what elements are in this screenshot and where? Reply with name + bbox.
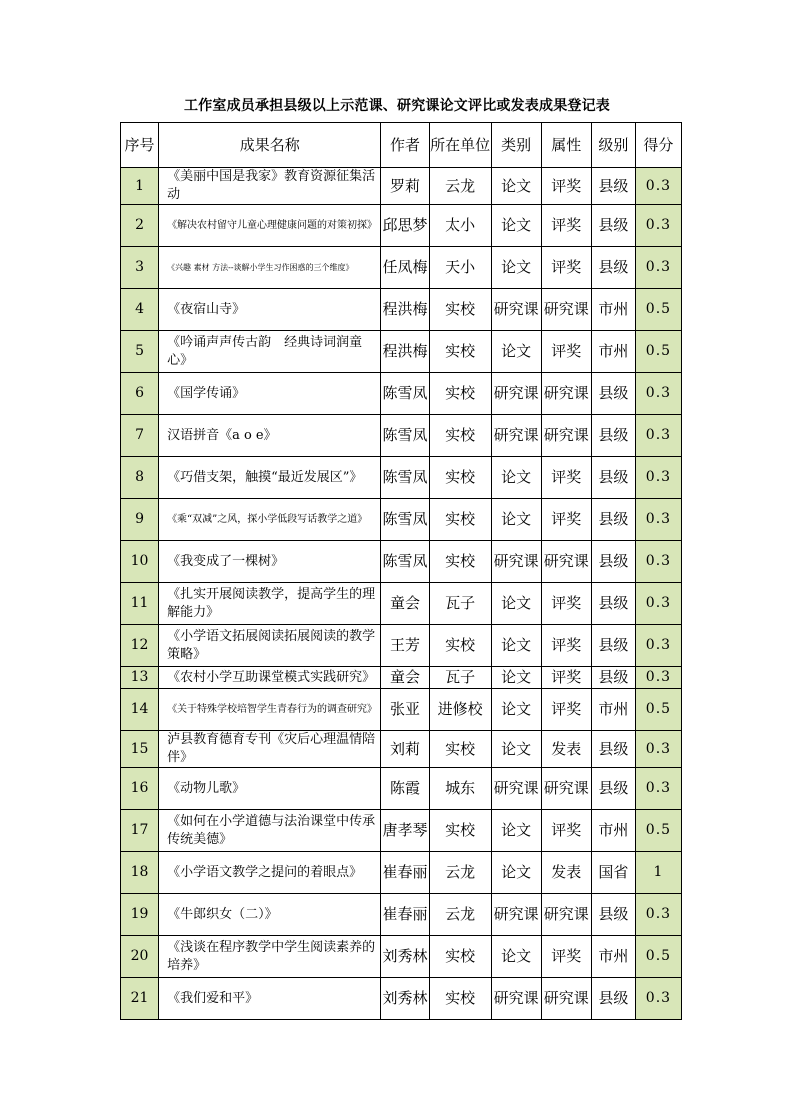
cell-category: 论文 — [491, 731, 541, 768]
cell-score: 0.3 — [635, 894, 681, 936]
cell-category: 论文 — [491, 810, 541, 852]
table-row — [121, 852, 682, 894]
header-seq: 序号 — [121, 123, 159, 168]
cell-seq: 18 — [121, 852, 159, 894]
cell-category: 论文 — [491, 331, 541, 373]
cell-unit: 天小 — [429, 247, 491, 289]
cell-attribute: 评奖 — [541, 499, 591, 541]
cell-score: 0.3 — [635, 731, 681, 768]
cell-name: 《我们爱和平》 — [159, 978, 381, 1020]
cell-category: 论文 — [491, 583, 541, 625]
cell-unit: 实校 — [429, 499, 491, 541]
cell-attribute: 研究课 — [541, 978, 591, 1020]
cell-name: 《关于特殊学校培智学生青春行为的调查研究》 — [159, 689, 381, 731]
cell-name: 《我变成了一棵树》 — [159, 541, 381, 583]
cell-name: 《扎实开展阅读教学，提高学生的理解能力》 — [159, 583, 381, 625]
cell-name: 《美丽中国是我家》教育资源征集活动 — [159, 168, 381, 205]
table-row — [121, 457, 682, 499]
cell-seq: 5 — [121, 331, 159, 373]
cell-author: 陈雪凤 — [381, 415, 429, 457]
cell-author: 陈雪凤 — [381, 541, 429, 583]
results-table — [120, 122, 682, 1020]
cell-level: 县级 — [591, 667, 635, 689]
cell-seq: 2 — [121, 205, 159, 247]
cell-category: 研究课 — [491, 373, 541, 415]
cell-unit: 实校 — [429, 373, 491, 415]
cell-category: 论文 — [491, 457, 541, 499]
cell-unit: 进修校 — [429, 689, 491, 731]
cell-attribute: 研究课 — [541, 541, 591, 583]
page-title: 工作室成员承担县级以上示范课、研究课论文评比或发表成果登记表 — [184, 98, 610, 114]
cell-score: 0.3 — [635, 625, 681, 667]
cell-seq: 19 — [121, 894, 159, 936]
cell-unit: 实校 — [429, 457, 491, 499]
table-row — [121, 205, 682, 247]
cell-category: 论文 — [491, 499, 541, 541]
cell-category: 论文 — [491, 247, 541, 289]
cell-score: 0.3 — [635, 768, 681, 810]
cell-name: 汉语拼音《a o e》 — [159, 415, 381, 457]
cell-attribute: 研究课 — [541, 415, 591, 457]
cell-score: 0.5 — [635, 689, 681, 731]
cell-author: 罗莉 — [381, 168, 429, 205]
table-row — [121, 936, 682, 978]
cell-level: 市州 — [591, 936, 635, 978]
table-row — [121, 168, 682, 205]
cell-unit: 实校 — [429, 331, 491, 373]
header-category: 类别 — [491, 123, 541, 168]
cell-seq: 10 — [121, 541, 159, 583]
cell-level: 国省 — [591, 852, 635, 894]
cell-author: 崔春丽 — [381, 894, 429, 936]
cell-score: 1 — [635, 852, 681, 894]
cell-attribute: 评奖 — [541, 936, 591, 978]
cell-name: 《小学语文拓展阅读拓展阅读的教学策略》 — [159, 625, 381, 667]
cell-score: 0.5 — [635, 810, 681, 852]
cell-seq: 16 — [121, 768, 159, 810]
cell-seq: 7 — [121, 415, 159, 457]
cell-attribute: 评奖 — [541, 689, 591, 731]
cell-name: 《夜宿山寺》 — [159, 289, 381, 331]
cell-level: 市州 — [591, 689, 635, 731]
cell-attribute: 研究课 — [541, 894, 591, 936]
cell-seq: 14 — [121, 689, 159, 731]
cell-unit: 实校 — [429, 415, 491, 457]
cell-level: 县级 — [591, 583, 635, 625]
cell-category: 论文 — [491, 936, 541, 978]
cell-level: 县级 — [591, 894, 635, 936]
cell-unit: 实校 — [429, 541, 491, 583]
cell-seq: 4 — [121, 289, 159, 331]
cell-attribute: 评奖 — [541, 810, 591, 852]
table-row — [121, 810, 682, 852]
cell-author: 陈雪凤 — [381, 499, 429, 541]
cell-name: 《农村小学互助课堂模式实践研究》 — [159, 667, 381, 689]
cell-name: 《小学语文教学之提问的着眼点》 — [159, 852, 381, 894]
cell-category: 研究课 — [491, 768, 541, 810]
cell-name: 《吟诵声声传古韵 经典诗词润童心》 — [159, 331, 381, 373]
table-body — [121, 168, 682, 1020]
cell-unit: 瓦子 — [429, 667, 491, 689]
cell-seq: 15 — [121, 731, 159, 768]
table-row — [121, 731, 682, 768]
cell-level: 市州 — [591, 810, 635, 852]
cell-name: 《牛郎织女（二）》 — [159, 894, 381, 936]
cell-name: 《浅谈在程序教学中学生阅读素养的培养》 — [159, 936, 381, 978]
cell-unit: 云龙 — [429, 894, 491, 936]
cell-score: 0.3 — [635, 168, 681, 205]
cell-author: 刘秀林 — [381, 936, 429, 978]
cell-author: 陈雪凤 — [381, 373, 429, 415]
header-score: 得分 — [635, 123, 681, 168]
cell-attribute: 研究课 — [541, 768, 591, 810]
cell-seq: 20 — [121, 936, 159, 978]
table-row — [121, 289, 682, 331]
cell-name: 《兴趣 素材 方法--谈解小学生习作困惑的三个维度》 — [159, 247, 381, 289]
cell-author: 崔春丽 — [381, 852, 429, 894]
table-row — [121, 373, 682, 415]
cell-score: 0.5 — [635, 289, 681, 331]
cell-score: 0.3 — [635, 978, 681, 1020]
cell-author: 邱思梦 — [381, 205, 429, 247]
header-author: 作者 — [381, 123, 429, 168]
cell-seq: 9 — [121, 499, 159, 541]
cell-name: 《解决农村留守儿童心理健康问题的对策初探》 — [159, 205, 381, 247]
cell-name: 《如何在小学道德与法治课堂中传承传统美德》 — [159, 810, 381, 852]
table-row — [121, 894, 682, 936]
cell-score: 0.3 — [635, 247, 681, 289]
cell-unit: 实校 — [429, 978, 491, 1020]
cell-level: 县级 — [591, 205, 635, 247]
cell-attribute: 评奖 — [541, 625, 591, 667]
cell-author: 童会 — [381, 667, 429, 689]
table-row — [121, 625, 682, 667]
cell-category: 论文 — [491, 625, 541, 667]
cell-author: 任凤梅 — [381, 247, 429, 289]
cell-seq: 12 — [121, 625, 159, 667]
cell-level: 市州 — [591, 331, 635, 373]
cell-level: 县级 — [591, 247, 635, 289]
table-row — [121, 689, 682, 731]
table-row — [121, 667, 682, 689]
cell-name: 《乘“双减”之风，探小学低段写话教学之道》 — [159, 499, 381, 541]
cell-score: 0.3 — [635, 205, 681, 247]
cell-category: 研究课 — [491, 978, 541, 1020]
cell-category: 论文 — [491, 689, 541, 731]
cell-seq: 6 — [121, 373, 159, 415]
cell-category: 研究课 — [491, 541, 541, 583]
cell-unit: 瓦子 — [429, 583, 491, 625]
cell-attribute: 评奖 — [541, 331, 591, 373]
cell-attribute: 发表 — [541, 852, 591, 894]
cell-category: 研究课 — [491, 894, 541, 936]
cell-level: 县级 — [591, 457, 635, 499]
table-row — [121, 541, 682, 583]
cell-score: 0.3 — [635, 541, 681, 583]
cell-category: 研究课 — [491, 289, 541, 331]
table-row — [121, 499, 682, 541]
cell-attribute: 评奖 — [541, 667, 591, 689]
cell-author: 程洪梅 — [381, 289, 429, 331]
cell-author: 陈霞 — [381, 768, 429, 810]
table-row — [121, 768, 682, 810]
cell-score: 0.3 — [635, 667, 681, 689]
cell-score: 0.3 — [635, 583, 681, 625]
cell-unit: 城东 — [429, 768, 491, 810]
cell-attribute: 评奖 — [541, 205, 591, 247]
cell-name: 《动物儿歌》 — [159, 768, 381, 810]
table-row — [121, 247, 682, 289]
cell-author: 刘秀林 — [381, 978, 429, 1020]
header-level: 级别 — [591, 123, 635, 168]
cell-score: 0.5 — [635, 331, 681, 373]
cell-attribute: 发表 — [541, 731, 591, 768]
cell-unit: 实校 — [429, 289, 491, 331]
cell-name: 泸县教育德育专刊《灾后心理温情陪伴》 — [159, 731, 381, 768]
header-unit: 所在单位 — [429, 123, 491, 168]
cell-category: 论文 — [491, 852, 541, 894]
cell-level: 县级 — [591, 499, 635, 541]
cell-attribute: 评奖 — [541, 583, 591, 625]
cell-name: 《巧借支架，触摸“最近发展区”》 — [159, 457, 381, 499]
cell-seq: 21 — [121, 978, 159, 1020]
cell-seq: 13 — [121, 667, 159, 689]
cell-author: 陈雪凤 — [381, 457, 429, 499]
cell-attribute: 研究课 — [541, 289, 591, 331]
cell-author: 唐孝琴 — [381, 810, 429, 852]
cell-score: 0.5 — [635, 936, 681, 978]
cell-seq: 8 — [121, 457, 159, 499]
cell-author: 刘莉 — [381, 731, 429, 768]
cell-level: 县级 — [591, 541, 635, 583]
cell-author: 张亚 — [381, 689, 429, 731]
table-row — [121, 978, 682, 1020]
cell-score: 0.3 — [635, 373, 681, 415]
cell-seq: 11 — [121, 583, 159, 625]
header-name: 成果名称 — [159, 123, 381, 168]
cell-category: 论文 — [491, 205, 541, 247]
cell-level: 县级 — [591, 373, 635, 415]
cell-level: 县级 — [591, 768, 635, 810]
cell-level: 县级 — [591, 415, 635, 457]
cell-score: 0.3 — [635, 415, 681, 457]
cell-author: 王芳 — [381, 625, 429, 667]
cell-unit: 实校 — [429, 810, 491, 852]
cell-level: 县级 — [591, 625, 635, 667]
table-row — [121, 583, 682, 625]
header-row — [121, 123, 682, 168]
cell-score: 0.3 — [635, 499, 681, 541]
cell-unit: 太小 — [429, 205, 491, 247]
header-attribute: 属性 — [541, 123, 591, 168]
cell-seq: 3 — [121, 247, 159, 289]
cell-category: 论文 — [491, 667, 541, 689]
cell-category: 论文 — [491, 168, 541, 205]
cell-attribute: 评奖 — [541, 168, 591, 205]
cell-unit: 云龙 — [429, 852, 491, 894]
cell-unit: 云龙 — [429, 168, 491, 205]
cell-seq: 1 — [121, 168, 159, 205]
cell-seq: 17 — [121, 810, 159, 852]
cell-attribute: 评奖 — [541, 457, 591, 499]
cell-category: 研究课 — [491, 415, 541, 457]
cell-unit: 实校 — [429, 731, 491, 768]
cell-level: 市州 — [591, 289, 635, 331]
cell-attribute: 评奖 — [541, 247, 591, 289]
cell-author: 童会 — [381, 583, 429, 625]
cell-level: 县级 — [591, 978, 635, 1020]
cell-level: 县级 — [591, 731, 635, 768]
cell-unit: 实校 — [429, 936, 491, 978]
cell-attribute: 研究课 — [541, 373, 591, 415]
cell-author: 程洪梅 — [381, 331, 429, 373]
cell-score: 0.3 — [635, 457, 681, 499]
cell-name: 《国学传诵》 — [159, 373, 381, 415]
table-row — [121, 415, 682, 457]
table-row — [121, 331, 682, 373]
cell-unit: 实校 — [429, 625, 491, 667]
cell-level: 县级 — [591, 168, 635, 205]
